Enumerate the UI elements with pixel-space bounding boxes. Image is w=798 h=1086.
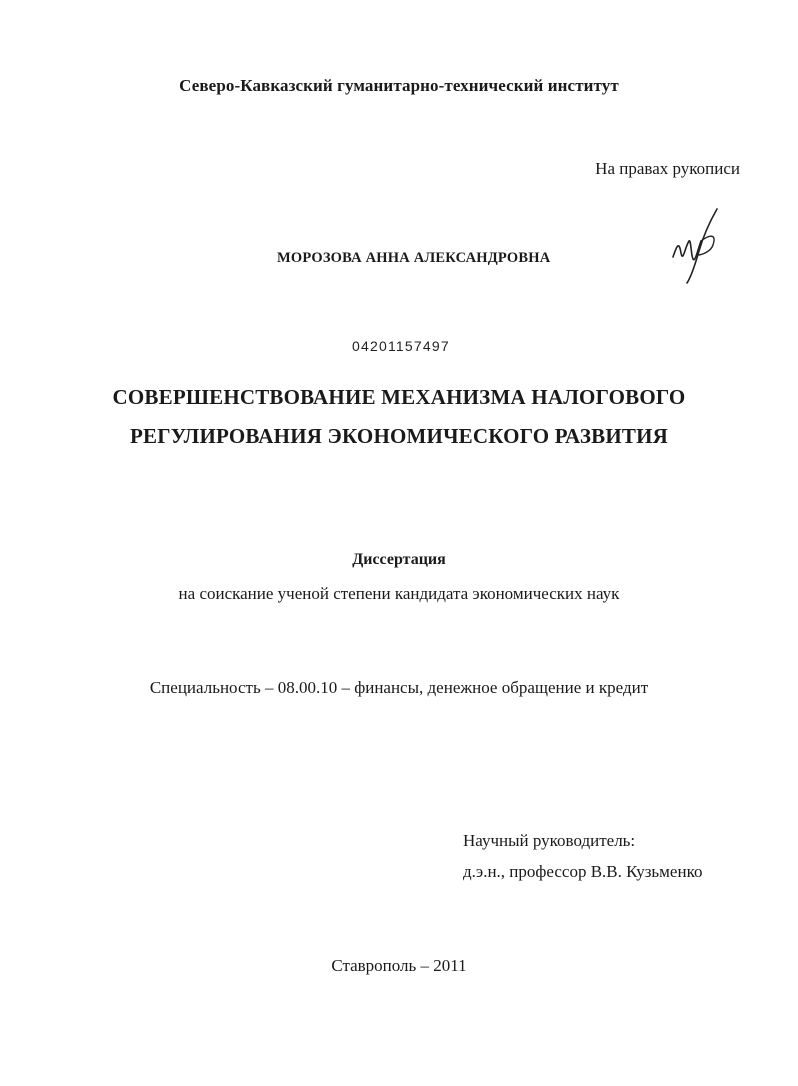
manuscript-note: На правах рукописи [595,159,740,178]
degree-statement: на соискание ученой степени кандидата экономических наук [178,584,620,603]
author-name: МОРОЗОВА АННА АЛЕКСАНДРОВНА [277,250,551,266]
registration-code: 04201157497 [352,338,450,354]
specialty: Специальность – 08.00.10 – финансы, денежное обращение и кредит [149,678,649,697]
supervisor-name: д.э.н., профессор В.В. Кузьменко [463,862,703,881]
dissertation-title-line-2: РЕГУЛИРОВАНИЯ ЭКОНОМИЧЕСКОГО РАЗВИТИЯ [129,424,669,448]
document-type: Диссертация [352,551,446,568]
supervisor-label: Научный руководитель: [463,831,636,850]
city-year: Ставрополь – 2011 [331,956,467,975]
institute-name: Северо-Кавказский гуманитарно-технический институт [179,76,619,95]
dissertation-title-line-1: СОВЕРШЕНСТВОВАНИЕ МЕХАНИЗМА НАЛОГОВОГО [112,385,686,409]
signature-icon [665,205,725,285]
